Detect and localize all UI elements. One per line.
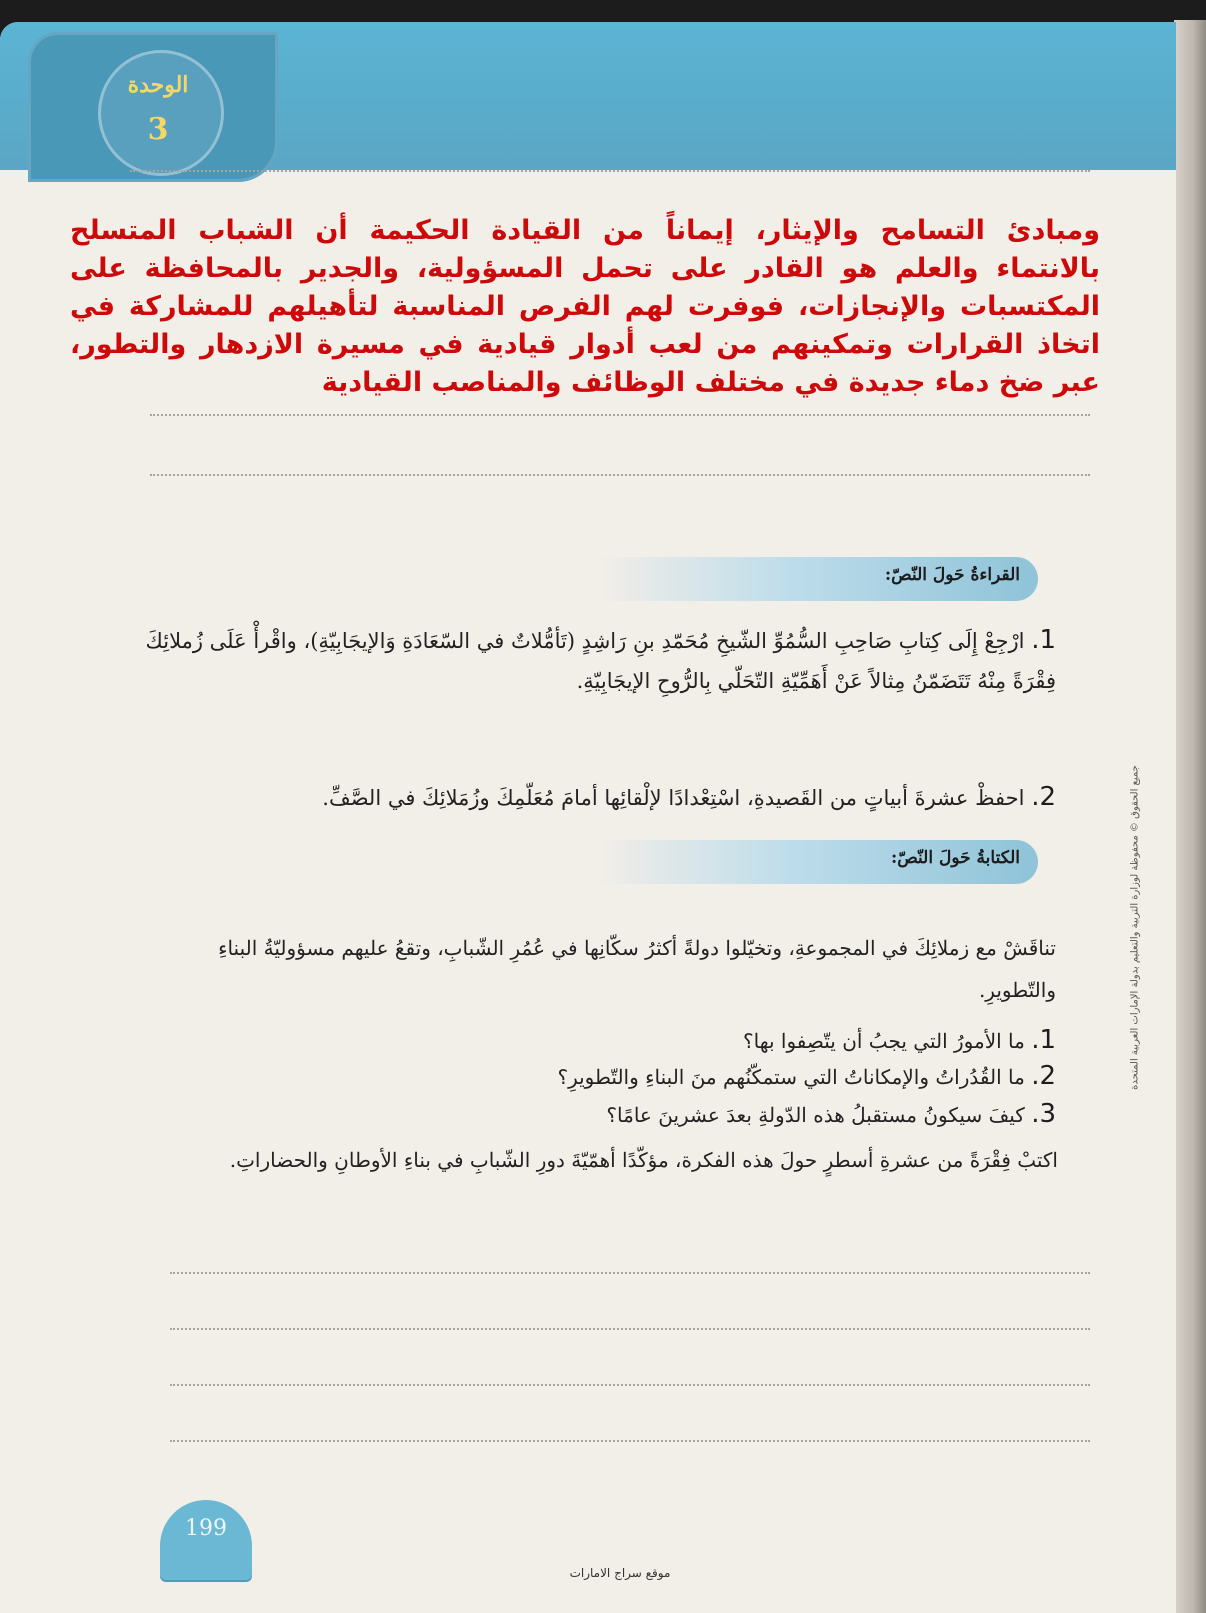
- answer-line: [170, 1384, 1090, 1386]
- reading-item-text: ارْجِعْ إِلَى كِتابِ صَاحِبِ السُّمُوِّ الشّيخِ مُحَمّدِ بنِ رَاشِدٍ (تَأمُّلاتٌ في السّعَادَةِ وَالإيجَابِيّةِ)، واقْرأْ عَلَى زُملائِكَ فِقْرَةً مِنْهُ تَتَضَمّنُ مِثالاً عَنْ أَهَمِّيّةِ التّحَلّي بِالرُّوحِ الإيجَابِيّةِ.: [145, 629, 1056, 693]
- writing-section-title: الكتابةُ حَولَ النّصّ:: [890, 848, 1020, 868]
- question-number: 2.: [1031, 1061, 1056, 1091]
- unit-label: الوحدة: [127, 72, 189, 98]
- page-number-badge: [160, 1500, 252, 1580]
- question-text: ما القُدُراتُ والإمكاناتُ التي ستمكّنُهم منَ البناءِ والتّطويرِ؟: [557, 1065, 1025, 1089]
- unit-number: 3: [147, 112, 169, 147]
- red-overlay-paragraph: ومبادئ التسامح والإيثار، إيماناً من القيادة الحكيمة أن الشباب المتسلح بالانتماء والعلم هو القادر على تحمل المسؤولية، والجدير بالمحافظة على المكتسبات والإنجازات، فوفرت لهم الفرص المناسبة لتأهيلهم للمشاركة في اتخاذ القرارات وتمكينهم من لعب أدوار قيادية في مسيرة الازدهار والتطور، عبر ضخ دماء جديدة في مختلف الوظائف والمناصب القيادية: [70, 215, 1100, 398]
- writing-question-1: [156, 1022, 1056, 1059]
- side-copyright-text: جميع الحقوق © محفوظة لوزارة التربية والتعليم بدولة الإمارات العربية المتحدة: [1129, 765, 1141, 1090]
- writing-intro: تناقَشْ مع زملائِكَ في المجموعةِ، وتخيّلوا دولةً أكثرُ سكّانِها في عُمُرِ الشّبابِ، وتقعُ عليهم مسؤوليّةُ البناءِ والتّطويرِ.: [218, 936, 1056, 1002]
- answer-line: [150, 474, 1090, 476]
- answer-line: [170, 1440, 1090, 1442]
- reading-item-text: احفظْ عشرةَ أبياتٍ من القَصيدةِ، اسْتِعْدادًا لإلْقائِها أمامَ مُعَلّمِكَ وزُمَلائِكَ في الصَّفِّ.: [322, 786, 1025, 810]
- page-number: 199: [185, 1516, 227, 1541]
- answer-line: [130, 170, 1090, 172]
- writing-question-2: [156, 1058, 1056, 1095]
- question-text: ما الأمورُ التي يجبُ أن يتّصِفوا بها؟: [743, 1029, 1025, 1053]
- answer-line: [170, 1328, 1090, 1330]
- question-text: كيفَ سيكونُ مستقبلُ هذه الدّولةِ بعدَ عشرينَ عامًا؟: [606, 1103, 1025, 1127]
- question-number: 1.: [1031, 1025, 1056, 1055]
- writing-task: اكتبْ فِقْرَةً من عشرةِ أسطرٍ حولَ هذه الفكرة، مؤكّدًا أهمّيّةَ دورِ الشّبابِ في بناءِ الأوطانِ والحضاراتِ.: [229, 1148, 1058, 1172]
- writing-section-header: [598, 840, 1038, 884]
- writing-question-3: [156, 1096, 1056, 1133]
- reading-item-number: 2.: [1031, 782, 1056, 812]
- footer-credit: موقع سراج الامارات: [569, 1566, 671, 1580]
- reading-item-2: [126, 777, 1056, 818]
- reading-item-1: [126, 620, 1056, 701]
- question-number: 3.: [1031, 1099, 1056, 1129]
- reading-section-header: [598, 557, 1038, 601]
- answer-line: [150, 414, 1090, 416]
- reading-item-number: 1.: [1031, 625, 1056, 655]
- reading-section-title: القراءةُ حَولَ النّصّ:: [884, 565, 1020, 585]
- unit-badge: [28, 32, 278, 182]
- side-copyright-notice: [1125, 382, 1145, 1482]
- answer-line: [170, 1272, 1090, 1274]
- page-edge-shadow: [1174, 20, 1206, 1613]
- book-page: [0, 22, 1176, 1613]
